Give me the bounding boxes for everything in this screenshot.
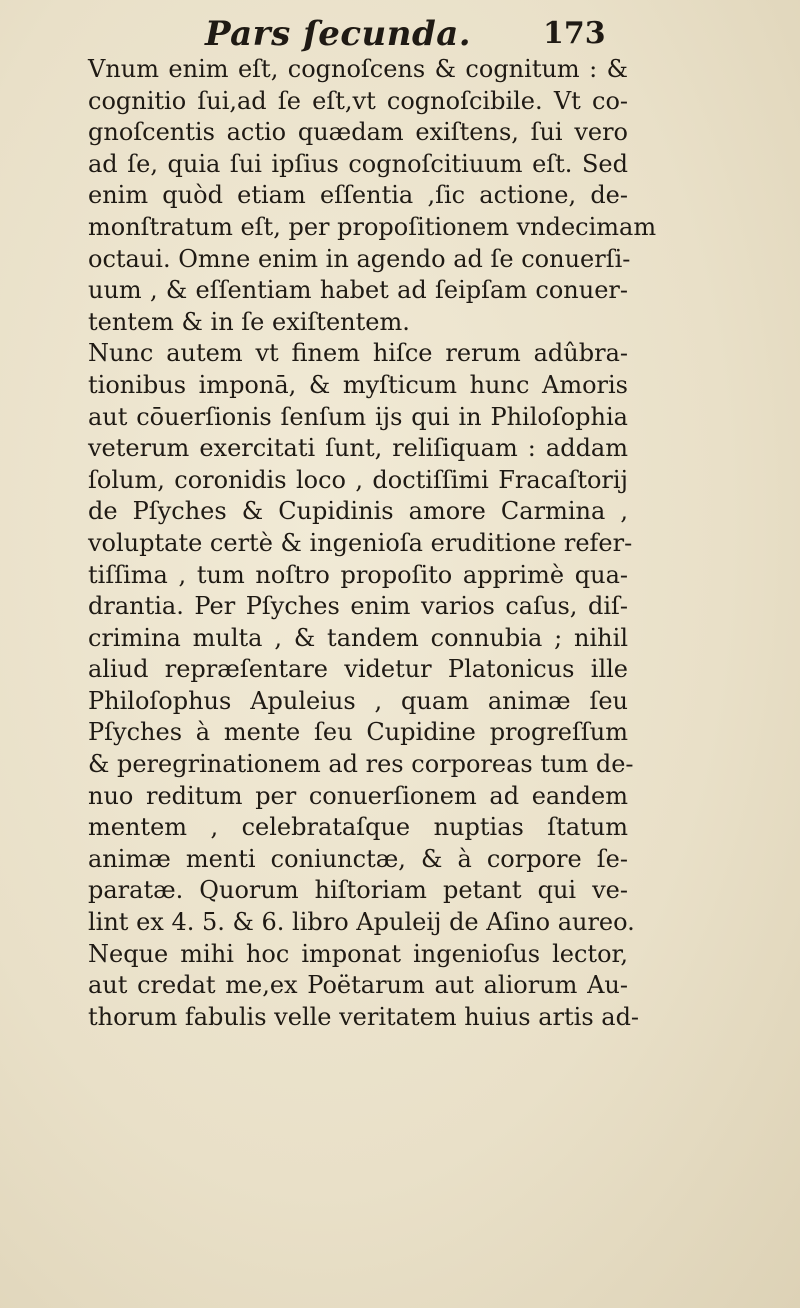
text-line: uum , & eſſentiam habet ad ſeipſam conuer- bbox=[88, 276, 628, 305]
text-line: aut cōuerſionis ſenſum ijs qui in Philoſophia bbox=[88, 402, 628, 431]
text-line: thorum fabulis velle veritatem huius artis ad- bbox=[88, 1002, 640, 1031]
text-line: mentem , celebrataſque nuptias ſtatum bbox=[88, 813, 628, 842]
text-line: tentem & in ſe exiſtentem. bbox=[88, 307, 410, 336]
text-line: animæ menti coniunctæ, & à corpore ſe- bbox=[88, 844, 628, 873]
page-number: 173 bbox=[543, 16, 606, 51]
text-line: de Pſyches & Cupidinis amore Carmina , bbox=[88, 497, 628, 526]
text-line: gnoſcentis actio quædam exiſtens, ſui vero bbox=[88, 118, 628, 147]
page-header bbox=[0, 8, 800, 56]
body-text bbox=[88, 54, 657, 1033]
text-line: Neque mihi hoc imponat ingenioſus lector, bbox=[88, 939, 628, 968]
text-line: cognitio ſui,ad ſe eſt,vt cognoſcibile. Vt co- bbox=[88, 86, 628, 115]
text-line: ad ſe, quia ſui ipſius cognoſcitiuum eſt. Sed bbox=[88, 149, 628, 178]
text-line: aut credat me,ex Poëtarum aut aliorum Au- bbox=[88, 971, 628, 1000]
text-line: Vnum enim eſt, cognoſcens & cognitum : & bbox=[88, 55, 628, 83]
text-line: tiſſima , tum noſtro propoſito apprimè qua- bbox=[88, 560, 628, 589]
text-line: & peregrinationem ad res corporeas tum de- bbox=[88, 750, 634, 779]
text-line: ſolum, coronidis loco , doctiſſimi Fracaſtorij bbox=[88, 465, 628, 494]
text-line: veterum exercitati ſunt, reliſiquam : addam bbox=[88, 434, 628, 463]
text-line: lint ex 4. 5. & 6. libro Apuleij de Aſino aureo. bbox=[88, 908, 635, 937]
text-line: Nunc autem vt finem hiſce rerum adûbra- bbox=[88, 339, 628, 368]
text-line: Philoſophus Apuleius , quam animæ ſeu bbox=[88, 686, 628, 715]
text-line: tionibus imponā, & myſticum hunc Amoris bbox=[88, 370, 628, 399]
text-line: aliud repræſentare videtur Platonicus ille bbox=[88, 655, 628, 684]
text-line: octaui. Omne enim in agendo ad ſe conuerſi- bbox=[88, 244, 631, 273]
running-title: Pars ſecunda. bbox=[205, 14, 472, 54]
text-line: Pſyches à mente ſeu Cupidine progreſſum bbox=[88, 718, 628, 747]
text-line: drantia. Per Pſyches enim varios caſus, diſ- bbox=[88, 592, 628, 621]
text-line: monſtratum eſt, per propoſitionem vndecimam bbox=[88, 212, 657, 241]
text-line: nuo reditum per conuerſionem ad eandem bbox=[88, 781, 628, 810]
text-line: crimina multa , & tandem connubia ; nihil bbox=[88, 623, 628, 652]
text-line: paratæ. Quorum hiſtoriam petant qui ve- bbox=[88, 876, 628, 905]
text-line: enim quòd etiam eſſentia ,ſic actione, de- bbox=[88, 181, 628, 210]
text-line: voluptate certè & ingenioſa eruditione refer- bbox=[88, 528, 633, 557]
